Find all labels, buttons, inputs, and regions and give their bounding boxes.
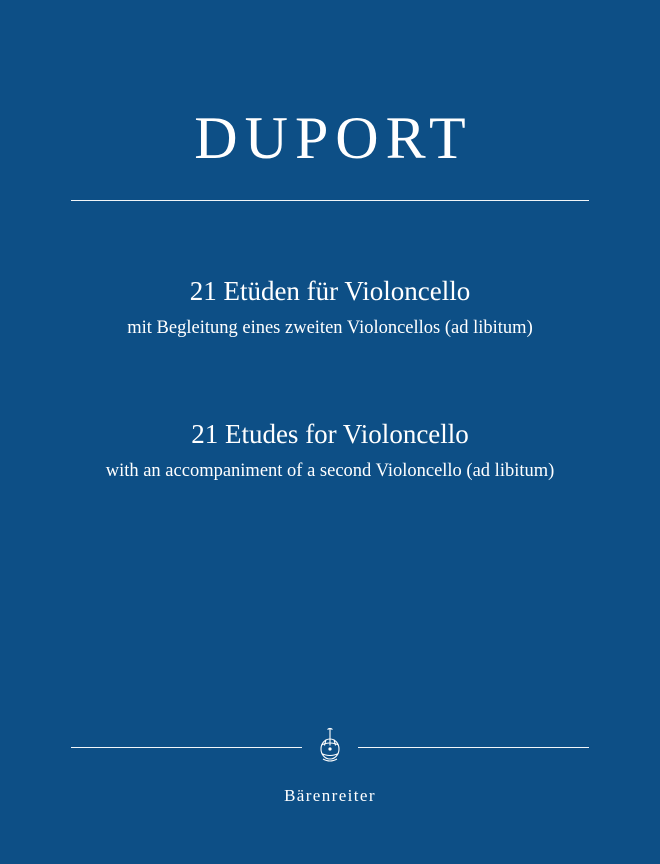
german-title-block <box>0 275 660 340</box>
cover-footer <box>0 726 660 806</box>
baerenreiter-lute-logo-icon <box>302 726 358 768</box>
divider-bottom-left <box>71 747 302 748</box>
german-title: 21 Etüden für Violoncello <box>189 276 471 306</box>
divider-bottom-right <box>358 747 589 748</box>
logo-row <box>71 726 589 768</box>
divider-top <box>71 200 589 201</box>
english-subtitle: with an accompaniment of a second Violoncello (ad libitum) <box>105 460 555 481</box>
composer-block <box>0 105 660 201</box>
english-title: 21 Etudes for Violoncello <box>191 419 469 449</box>
english-title-block <box>0 418 660 483</box>
german-subtitle: mit Begleitung eines zweiten Violoncellos (ad libitum) <box>127 317 533 338</box>
composer-name: DUPORT <box>194 105 473 171</box>
publisher-name: Bärenreiter <box>284 786 376 805</box>
